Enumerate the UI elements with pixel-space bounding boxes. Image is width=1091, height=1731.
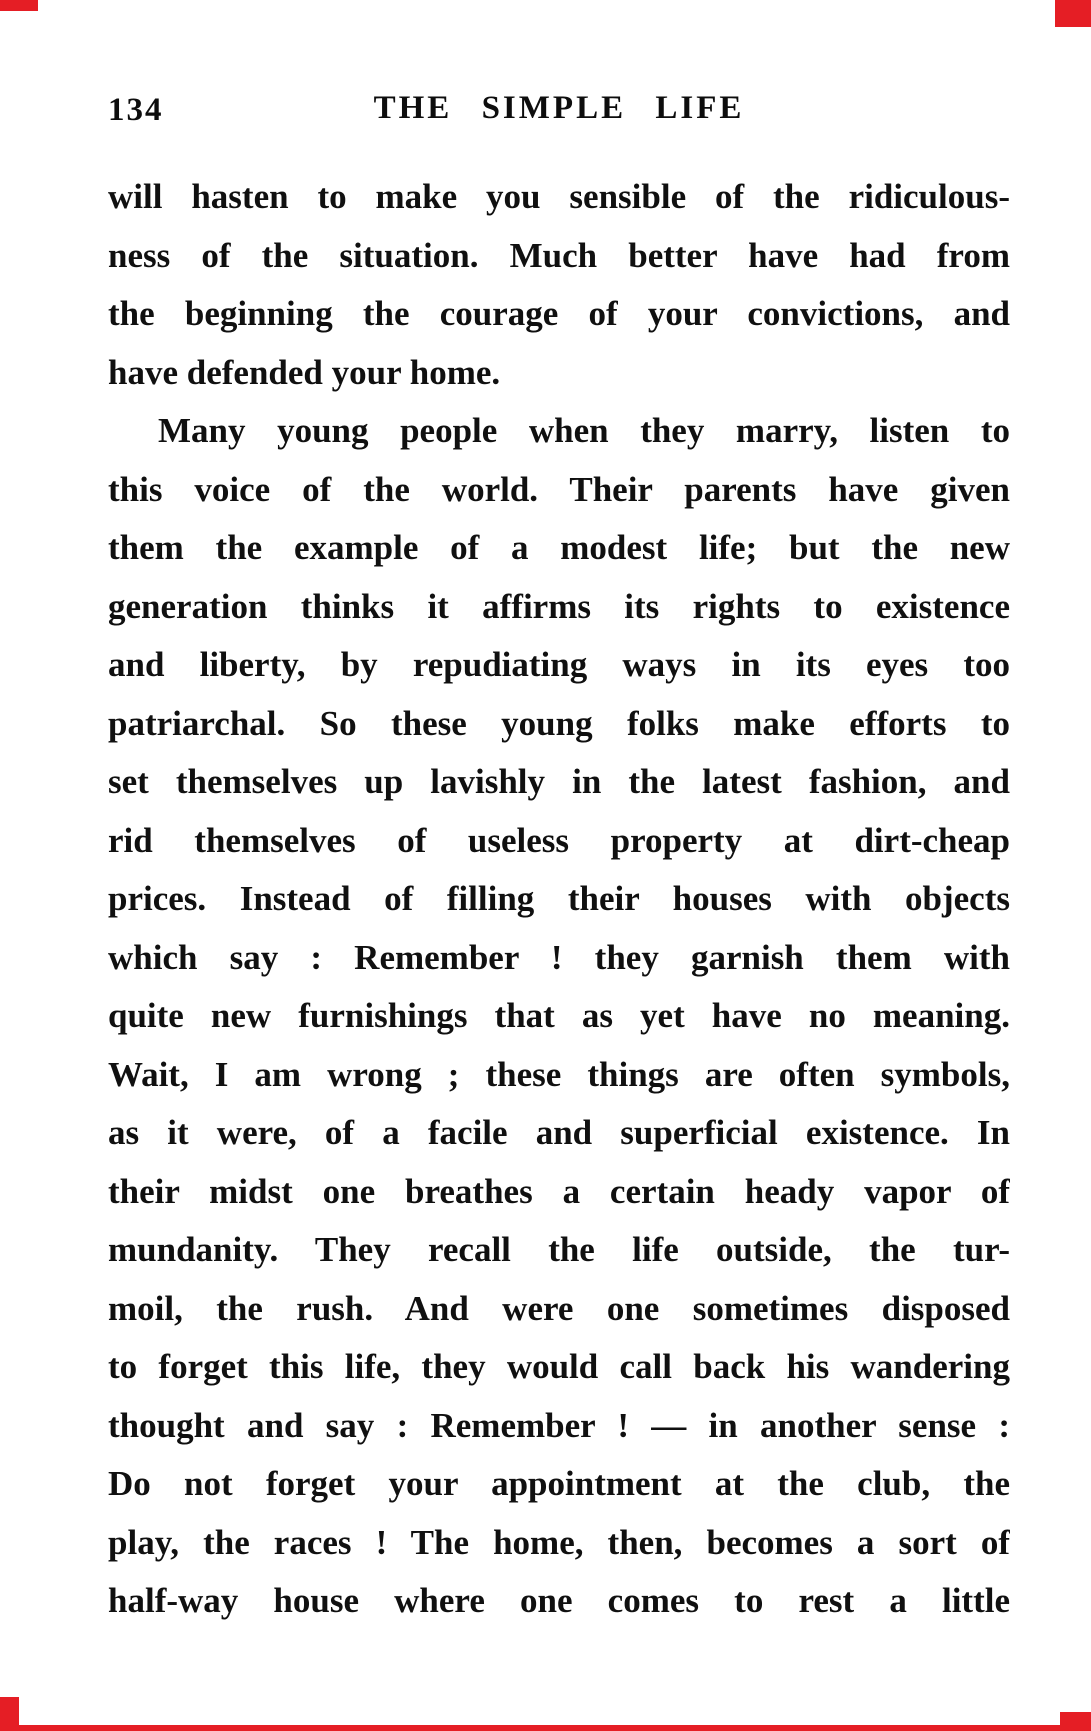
text-line: Many young people when they marry, listen to: [158, 411, 1010, 450]
text-line: prices. Instead of filling their houses with objects: [108, 879, 1010, 918]
text-line: have defended your home.: [108, 352, 501, 392]
text-line: quite new furnishings that as yet have no meaning.: [108, 996, 1010, 1035]
text-line: them the example of a modest life; but the new: [108, 528, 1010, 567]
text-line: Wait, I am wrong ; these things are often symbols,: [108, 1054, 1010, 1094]
text-line: and liberty, by repudiating ways in its eyes too: [108, 645, 1010, 684]
text-line: ness of the situation. Much better have had from: [108, 235, 1010, 275]
text-line: mundanity. They recall the life outside, the tur-: [108, 1230, 1010, 1269]
text-line: Do not forget your appointment at the club, the: [108, 1464, 1010, 1503]
scan-artifact-top-left: [0, 0, 38, 11]
text-line: their midst one breathes a certain heady vapor of: [108, 1171, 1010, 1211]
body-text: [108, 168, 1010, 1631]
text-line: the beginning the courage of your convictions, and: [108, 294, 1010, 333]
text-line: half-way house where one comes to rest a little: [108, 1581, 1010, 1620]
scan-artifact-top-right: [1055, 0, 1091, 27]
scan-artifact-bottom-right: [1060, 1712, 1091, 1731]
text-line: as it were, of a facile and superficial existence. In: [108, 1113, 1010, 1152]
scan-artifact-bottom-rule: [0, 1725, 1091, 1731]
text-line: to forget this life, they would call back his wandering: [108, 1347, 1010, 1386]
text-line: play, the races ! The home, then, becomes a sort of: [108, 1522, 1010, 1562]
page-number: 134: [108, 92, 164, 128]
text-line: rid themselves of useless property at dirt-cheap: [108, 820, 1010, 860]
text-line: thought and say : Remember ! — in another sense :: [108, 1405, 1010, 1445]
text-line: generation thinks it affirms its rights to existence: [108, 586, 1010, 626]
text-line: this voice of the world. Their parents have given: [108, 469, 1010, 509]
text-line: set themselves up lavishly in the latest fashion, and: [108, 762, 1010, 801]
text-line: patriarchal. So these young folks make efforts to: [108, 703, 1010, 743]
text-line: moil, the rush. And were one sometimes disposed: [108, 1288, 1010, 1328]
page-header: [108, 90, 1010, 136]
text-line: will hasten to make you sensible of the ridiculous-: [108, 177, 1010, 216]
running-title: THE SIMPLE LIFE: [373, 90, 745, 126]
text-line: which say : Remember ! they garnish them with: [108, 937, 1010, 977]
